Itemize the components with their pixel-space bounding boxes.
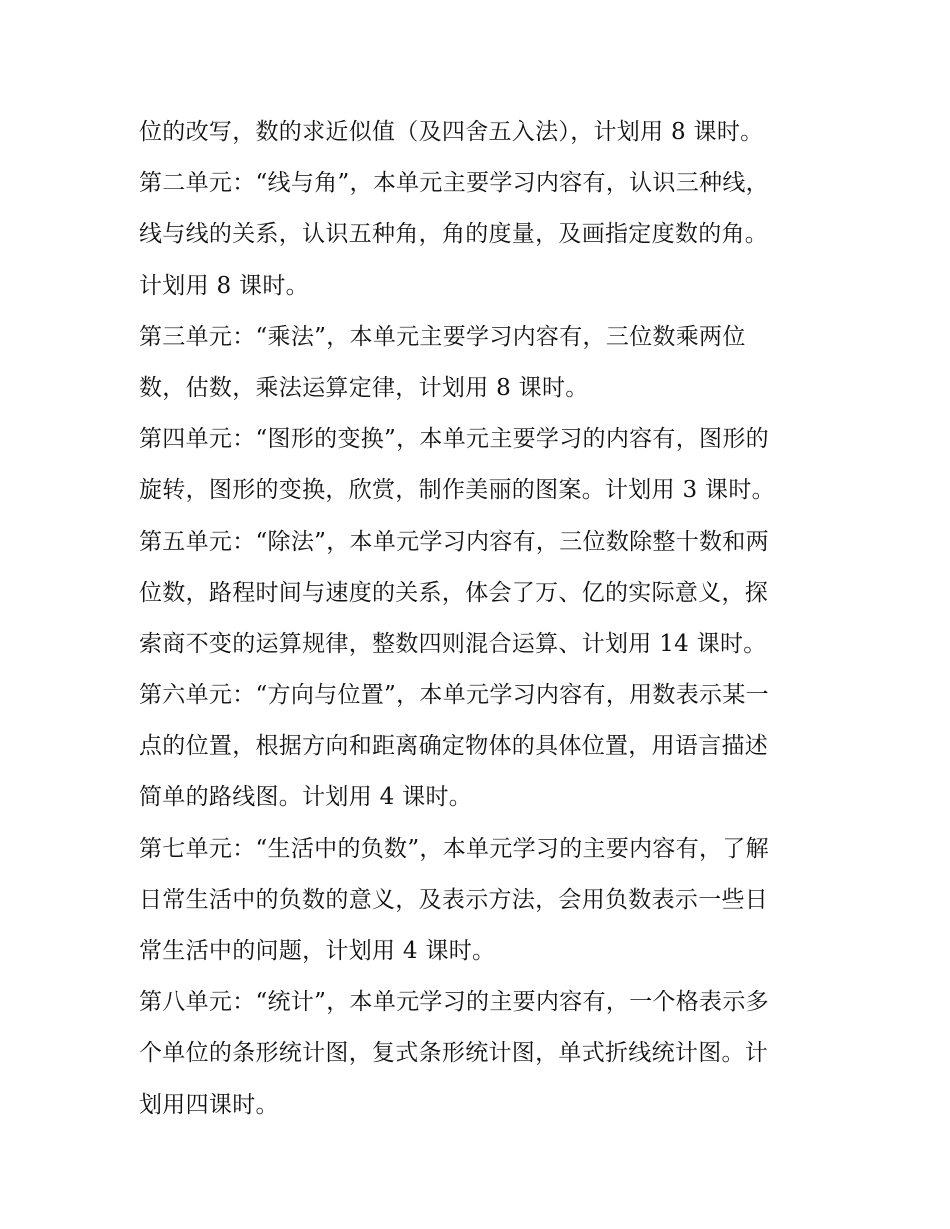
text-line: 线与线的关系，认识五种角，角的度量，及画指定度数的角。	[139, 221, 769, 248]
text-line: 数，估数，乘法运算定律，计划用 8 课时。	[139, 374, 589, 401]
text-line: 划用四课时。	[139, 1091, 279, 1118]
text-line: 索商不变的运算规律，整数四则混合运算、计划用 14 课时。	[139, 630, 767, 657]
text-line: 第八单元：“统计”，本单元学习的主要内容有，一个格表示多	[139, 989, 769, 1016]
document-body	[139, 107, 819, 1131]
text-line: 个单位的条形统计图，复式条形统计图，单式折线统计图。计	[139, 1040, 769, 1067]
text-line: 第四单元：“图形的变换”，本单元主要学习的内容有，图形的	[139, 426, 769, 453]
text-line: 第二单元：“线与角”，本单元主要学习内容有，认识三种线，	[139, 170, 769, 197]
text-line: 常生活中的问题，计划用 4 课时。	[139, 938, 496, 964]
text-line: 点的位置，根据方向和距离确定物体的具体位置，用语言描述	[139, 733, 769, 760]
text-line: 旋转，图形的变换，欣赏，制作美丽的图案。计划用 3 课时。	[139, 477, 775, 504]
text-line: 位数，路程时间与速度的关系，体会了万、亿的实际意义，探	[139, 579, 769, 606]
text-line: 第六单元：“方向与位置”，本单元学习内容有，用数表示某一	[139, 682, 769, 709]
text-line: 位的改写，数的求近似值（及四舍五入法），计划用 8 课时。	[139, 119, 764, 145]
text-line: 日常生活中的负数的意义，及表示方法，会用负数表示一些日	[139, 886, 769, 913]
text-line: 第七单元：“生活中的负数”，本单元学习的主要内容有，了解	[139, 835, 769, 862]
text-line: 计划用 8 课时。	[139, 272, 309, 299]
text-line: 简单的路线图。计划用 4 课时。	[139, 784, 473, 811]
text-line: 第三单元：“乘法”，本单元主要学习内容有，三位数乘两位	[139, 323, 746, 350]
text-line: 第五单元：“除法”，本单元学习内容有，三位数除整十数和两	[139, 528, 769, 555]
